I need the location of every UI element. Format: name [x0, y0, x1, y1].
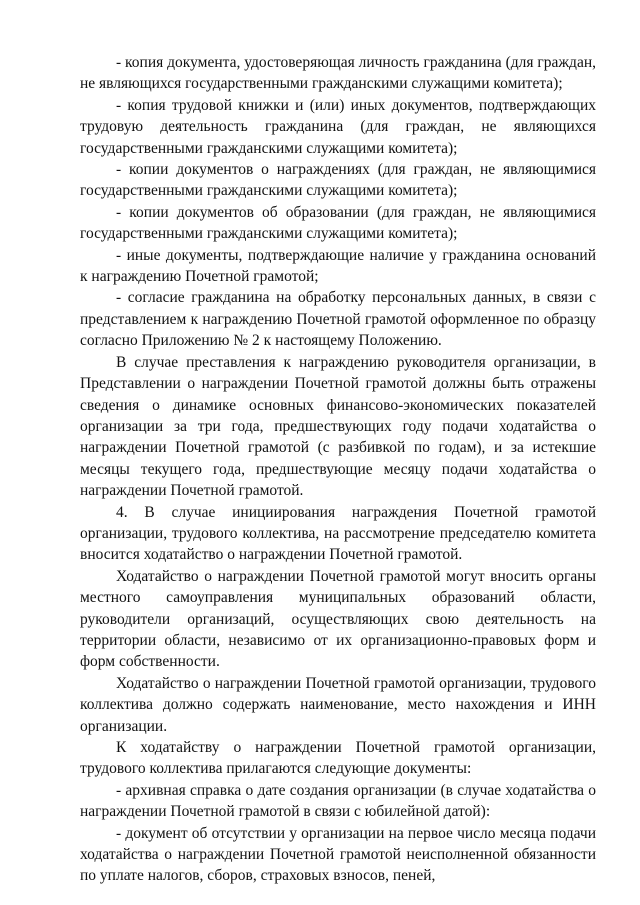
- paragraph-petition-submitters: Ходатайство о награждении Почетной грамотой могут вносить органы местного самоуправления муниципальных образований области, руководители организаций, осуществляющих свою деятельность на территории области, независимо от их организационно-правовых форм и форм собственности.: [80, 567, 596, 671]
- paragraph-work-book-copy: - копия трудовой книжки и (или) иных документов, подтверждающих трудовую деятельность гражданина (для граждан, не являющихся государственными гражданскими служащими комитета);: [80, 96, 596, 157]
- paragraph-no-tax-debt: - документ об отсутствии у организации на первое число месяца подачи ходатайства о награждении Почетной грамотой неисполненной обязанности по уплате налогов, сборов, страховых взносов, пеней,: [80, 824, 596, 885]
- paragraph-personal-data-consent: - согласие гражданина на обработку персональных данных, в связи с представлением к награждению Почетной грамотой оформленное по образцу согласно Приложению № 2 к настоящему Положению.: [80, 289, 596, 350]
- document-page: [80, 52, 596, 887]
- paragraph-identity-copy: - копия документа, удостоверяющая личность гражданина (для граждан, не являющихся государственными гражданскими служащими комитета);: [80, 54, 596, 93]
- paragraph-other-documents: - иные документы, подтверждающие наличие у гражданина оснований к награждению Почетной грамотой;: [80, 246, 596, 286]
- paragraph-awards-copies: - копии документов о награждениях (для граждан, не являющимися государственными гражданскими служащими комитета);: [80, 161, 596, 200]
- paragraph-section-4: 4. В случае инициирования награждения Почетной грамотой организации, трудового коллектива, на рассмотрение председателю комитета вносится ходатайство о награждении Почетной грамотой.: [80, 503, 596, 564]
- paragraph-archive-certificate: - архивная справка о дате создания организации (в случае ходатайства о награждении Почетной грамотой в связи с юбилейной датой):: [80, 781, 596, 821]
- paragraph-head-of-organization: В случае преставления к награждению руководителя организации, в Представлении о награждении Почетной грамотой должны быть отражены сведения о динамике основных финансово-экономических показателей организации за три года, предшествующих году подачи ходатайства о награждении Почетной грамотой (с разбивкой по годам), и за истекшие месяцы текущего года, предшествующие месяцу подачи ходатайства о награждении Почетной грамотой.: [80, 353, 596, 500]
- paragraph-petition-contents: Ходатайство о награждении Почетной грамотой организации, трудового коллектива должно содержать наименование, место нахождения и ИНН организации.: [80, 674, 596, 735]
- paragraph-attached-documents: К ходатайству о награждении Почетной грамотой организации, трудового коллектива прилагаются следующие документы:: [80, 739, 596, 778]
- paragraph-education-copies: - копии документов об образовании (для граждан, не являющимися государственными гражданскими служащими комитета);: [80, 203, 596, 243]
